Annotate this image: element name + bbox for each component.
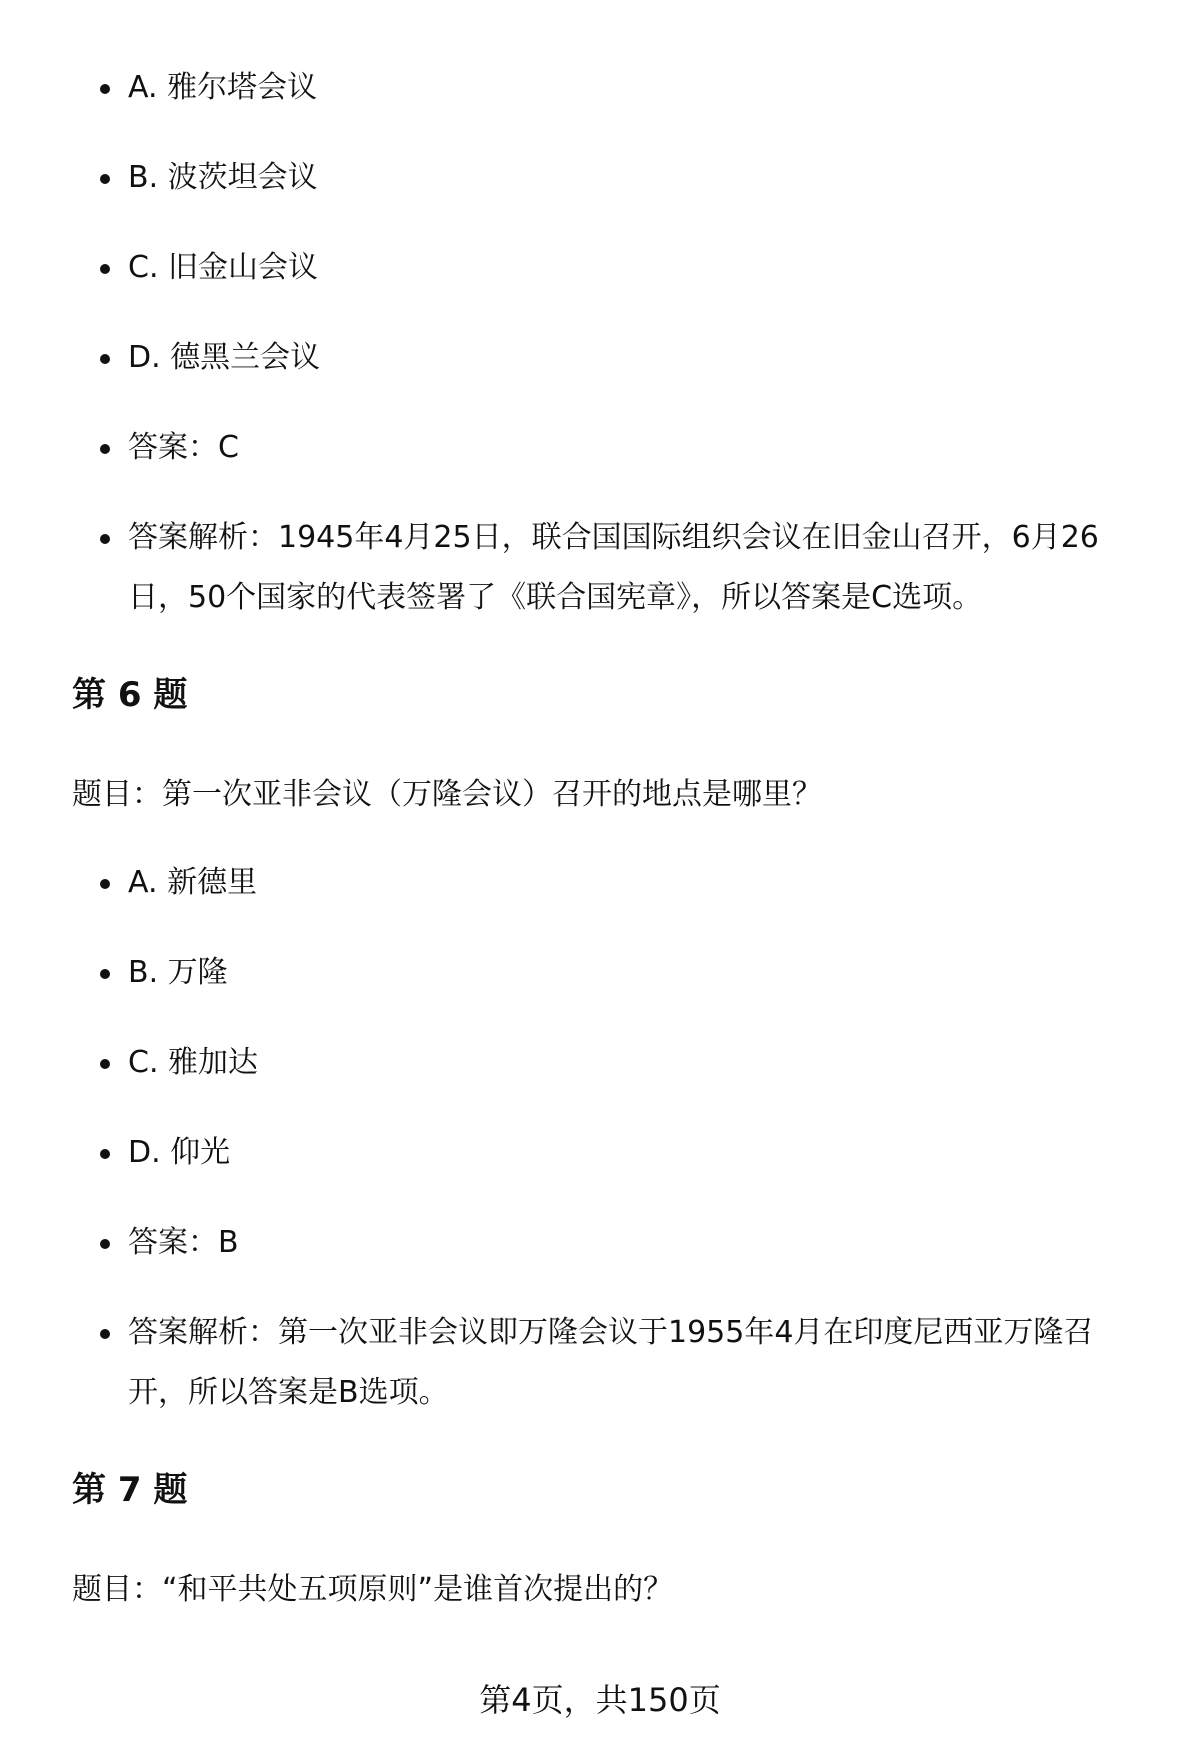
page-number-footer: 第4页，共150页 — [479, 1681, 721, 1719]
q5-analysis: 答案解析：1945年4月25日，联合国国际组织会议在旧金山召开，6月26日，50个国家的代表签署了《联合国宪章》，所以答案是C选项。 — [128, 508, 1128, 628]
q6-option-a: A. 新德里 — [128, 853, 1128, 913]
q5-option-d: D. 德黑兰会议 — [128, 328, 1128, 388]
q6-answer: 答案：B — [128, 1213, 1128, 1273]
q6-question: 题目：第一次亚非会议（万隆会议）召开的地点是哪里？ — [72, 777, 822, 812]
q7-heading: 第 7 题 — [72, 1470, 188, 1510]
q5-option-c: C. 旧金山会议 — [128, 238, 1128, 298]
q5-option-b: B. 波茨坦会议 — [128, 148, 1128, 208]
q6-option-d: D. 仰光 — [128, 1123, 1128, 1183]
q6-heading: 第 6 题 — [72, 675, 188, 715]
q6-option-b: B. 万隆 — [128, 943, 1128, 1003]
q7-question: 题目：“和平共处五项原则”是谁首次提出的？ — [72, 1572, 674, 1607]
q6-analysis: 答案解析：第一次亚非会议即万隆会议于1955年4月在印度尼西亚万隆召开，所以答案是B选项。 — [128, 1303, 1128, 1423]
q5-answer: 答案：C — [128, 418, 1128, 478]
q5-option-a: A. 雅尔塔会议 — [128, 58, 1128, 118]
q6-option-c: C. 雅加达 — [128, 1033, 1128, 1093]
